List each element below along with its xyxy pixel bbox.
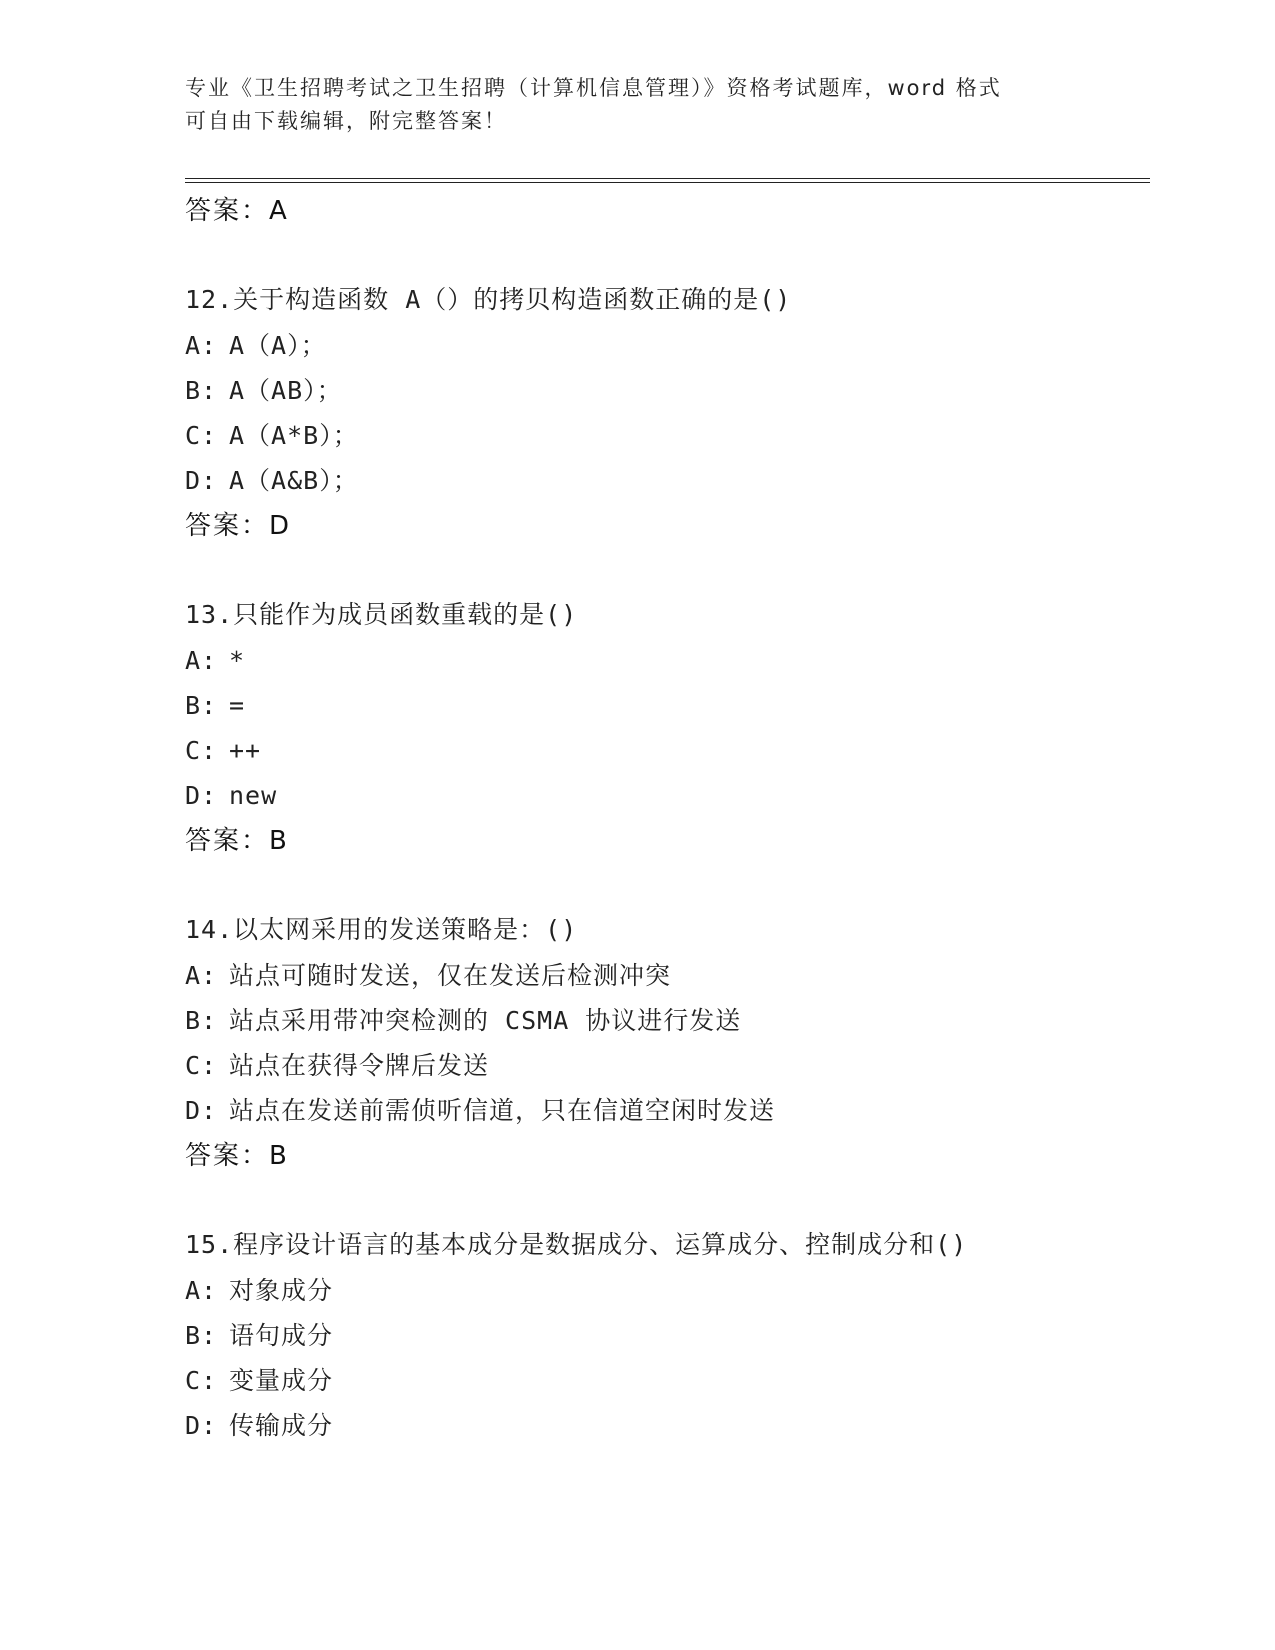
option-text: A（A*B）；	[229, 421, 359, 450]
option-text: ++	[229, 736, 262, 765]
option-letter: B:	[185, 376, 218, 405]
option-letter: C:	[185, 1051, 218, 1080]
option-text: A（A）；	[229, 331, 327, 360]
option-letter: D:	[185, 466, 218, 495]
option-12-d	[185, 458, 1145, 503]
option-letter: A:	[185, 961, 218, 990]
option-letter: B:	[185, 1321, 218, 1350]
option-13-d	[185, 773, 1145, 818]
option-text: 对象成分	[229, 1276, 334, 1305]
option-14-a	[185, 953, 1145, 998]
option-12-b	[185, 368, 1145, 413]
option-text: A（A&B）；	[229, 466, 359, 495]
option-text: 变量成分	[229, 1366, 334, 1395]
option-13-b	[185, 683, 1145, 728]
question-list	[185, 188, 1145, 1448]
option-letter: D:	[185, 1096, 218, 1125]
option-text: *	[229, 646, 246, 675]
header-line-2: 可自由下载编辑，附完整答案！	[185, 109, 507, 133]
answer-14: 答案：B	[185, 1141, 289, 1171]
option-12-c	[185, 413, 1145, 458]
question-stem-14: 14.以太网采用的发送策略是：()	[185, 915, 578, 944]
option-text: 站点采用带冲突检测的 CSMA 协议进行发送	[229, 1006, 742, 1035]
option-text: A（AB）；	[229, 376, 343, 405]
previous-answer: 答案：A	[185, 196, 289, 226]
option-12-a	[185, 323, 1145, 368]
question-stem-15: 15.程序设计语言的基本成分是数据成分、运算成分、控制成分和()	[185, 1230, 968, 1259]
option-text: 站点可随时发送，仅在发送后检测冲突	[229, 961, 672, 990]
answer-13: 答案：B	[185, 826, 289, 856]
option-letter: A:	[185, 1276, 218, 1305]
option-letter: B:	[185, 691, 218, 720]
option-letter: A:	[185, 646, 218, 675]
question-stem-13: 13.只能作为成员函数重载的是()	[185, 600, 578, 629]
document-header	[185, 72, 1065, 138]
spacer	[185, 864, 1145, 907]
option-13-a	[185, 638, 1145, 683]
question-stem-12: 12.关于构造函数 A（）的拷贝构造函数正确的是()	[185, 285, 792, 314]
option-15-b	[185, 1313, 1145, 1358]
option-letter: C:	[185, 736, 218, 765]
option-15-d	[185, 1403, 1145, 1448]
option-letter: C:	[185, 1366, 218, 1395]
option-text: 传输成分	[229, 1411, 334, 1440]
option-text: =	[229, 691, 246, 720]
option-15-c	[185, 1358, 1145, 1403]
spacer	[185, 1179, 1145, 1222]
option-text: 语句成分	[229, 1321, 334, 1350]
option-text: 站点在获得令牌后发送	[229, 1051, 490, 1080]
spacer	[185, 549, 1145, 592]
spacer	[185, 234, 1145, 277]
option-14-b	[185, 998, 1145, 1043]
option-text: 站点在发送前需侦听信道，只在信道空闲时发送	[229, 1096, 776, 1125]
option-letter: A:	[185, 331, 218, 360]
option-letter: B:	[185, 1006, 218, 1035]
option-letter: D:	[185, 1411, 218, 1440]
option-letter: C:	[185, 421, 218, 450]
option-letter: D:	[185, 781, 218, 810]
answer-12: 答案：D	[185, 511, 292, 541]
option-14-d	[185, 1088, 1145, 1133]
option-15-a	[185, 1268, 1145, 1313]
option-13-c	[185, 728, 1145, 773]
option-text: new	[229, 781, 278, 810]
header-divider	[185, 178, 1150, 183]
header-line-1: 专业《卫生招聘考试之卫生招聘（计算机信息管理）》资格考试题库，word 格式	[185, 76, 1002, 100]
option-14-c	[185, 1043, 1145, 1088]
